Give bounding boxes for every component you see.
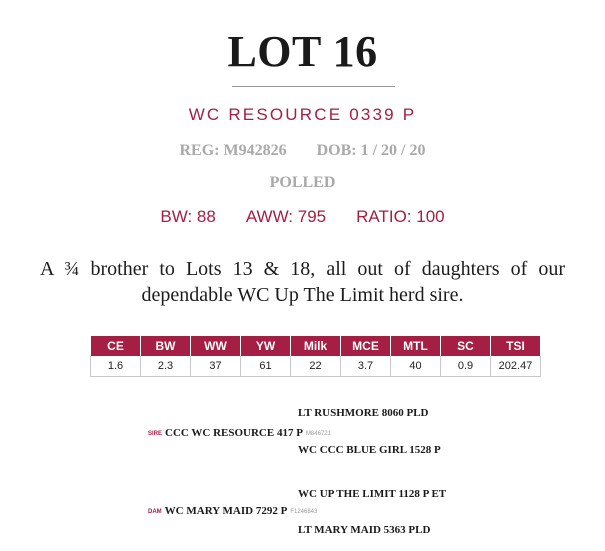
sire-tag: SIRE xyxy=(148,431,163,437)
epd-header-ww: WW xyxy=(191,336,241,356)
epd-value-mce: 3.7 xyxy=(341,356,391,377)
epd-header-milk: Milk xyxy=(291,336,341,356)
pedigree-dam-dam: LT MARY MAID 5363 PLD xyxy=(298,524,431,536)
pedigree-sire-sire: LT RUSHMORE 8060 PLD xyxy=(298,407,429,419)
epd-header-sc: SC xyxy=(441,336,491,356)
birth-weight: BW: 88 xyxy=(160,207,216,226)
epd-header-row xyxy=(91,336,541,356)
dam-tag: DAM xyxy=(148,509,162,515)
epd-table xyxy=(90,336,541,377)
epd-header-mtl: MTL xyxy=(391,336,441,356)
animal-name: WC RESOURCE 0339 P xyxy=(188,105,417,124)
epd-value-tsi: 202.47 xyxy=(491,356,541,377)
adjusted-weaning-weight: AWW: 795 xyxy=(245,207,327,226)
dam-registration: F1246843 xyxy=(290,509,318,515)
epd-header-tsi: TSI xyxy=(491,336,541,356)
polled-status: POLLED xyxy=(269,174,336,191)
pedigree-sire-dam: WC CCC BLUE GIRL 1528 P xyxy=(298,444,441,456)
pedigree-sire-line xyxy=(148,426,331,441)
sire-registration: M846721 xyxy=(305,431,331,437)
title-divider xyxy=(232,86,395,87)
epd-value-ww: 37 xyxy=(191,356,241,377)
pedigree-dam-line xyxy=(148,504,317,519)
epd-value-milk: 22 xyxy=(291,356,341,377)
registration-number: REG: M942826 xyxy=(179,142,287,159)
epd-value-mtl: 40 xyxy=(391,356,441,377)
epd-header-ce: CE xyxy=(91,336,141,356)
pedigree-sire: CCC WC RESOURCE 417 P xyxy=(165,427,303,439)
pedigree-dam-sire: WC UP THE LIMIT 1128 P ET xyxy=(298,488,447,500)
pedigree-dam: WC MARY MAID 7292 P xyxy=(164,505,288,517)
epd-header-mce: MCE xyxy=(341,336,391,356)
date-of-birth: DOB: 1 / 20 / 20 xyxy=(316,142,426,159)
epd-value-sc: 0.9 xyxy=(441,356,491,377)
epd-header-bw: BW xyxy=(141,336,191,356)
epd-value-yw: 61 xyxy=(241,356,291,377)
lot-title: LOT 16 xyxy=(227,27,378,76)
epd-header-yw: YW xyxy=(241,336,291,356)
epd-value-row xyxy=(91,356,541,377)
registration-line xyxy=(0,141,605,161)
lot-description: A ¾ brother to Lots 13 & 18, all out of daughters of our dependable WC Up The Limit herd sire. xyxy=(40,258,565,306)
weaning-ratio: RATIO: 100 xyxy=(356,207,445,226)
weights-line xyxy=(0,206,605,228)
epd-value-bw: 2.3 xyxy=(141,356,191,377)
epd-value-ce: 1.6 xyxy=(91,356,141,377)
